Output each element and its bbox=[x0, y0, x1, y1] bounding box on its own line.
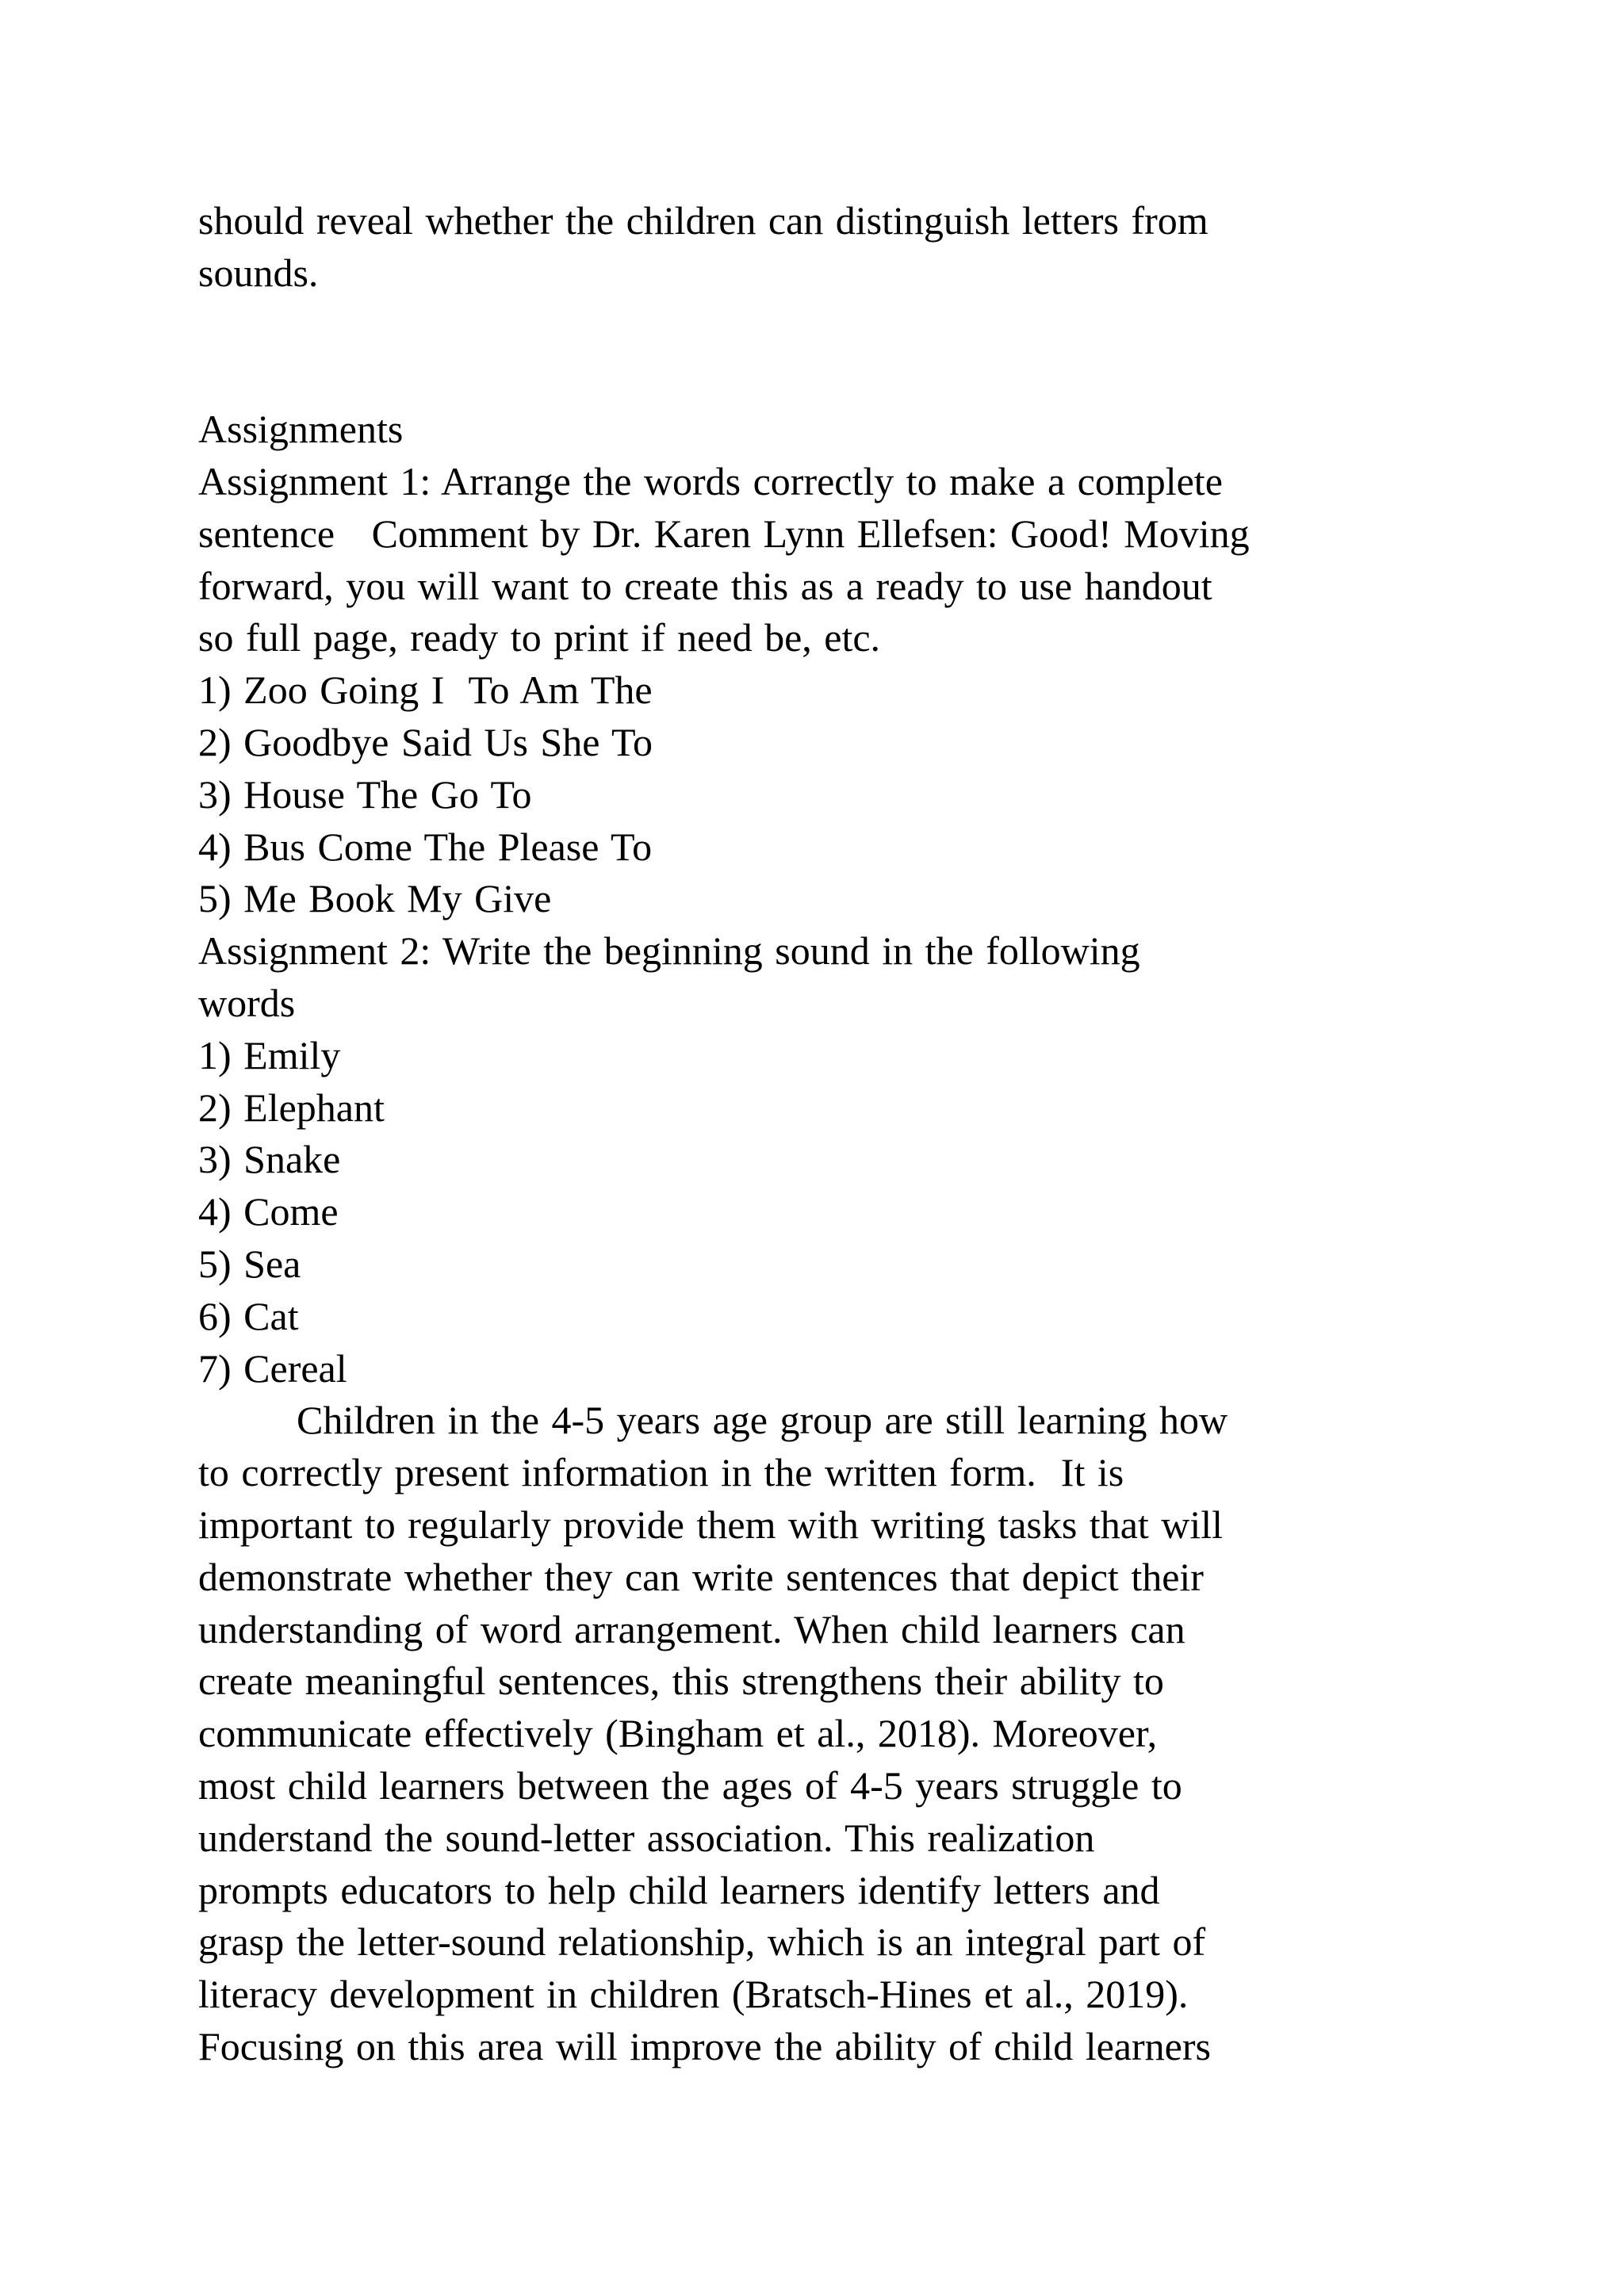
assignment1-item: 3) House The Go To bbox=[198, 771, 532, 817]
intro-line: sounds. bbox=[198, 250, 319, 295]
paragraph-line: important to regularly provide them with writing tasks that will bbox=[198, 1502, 1224, 1547]
paragraph-line: most child learners between the ages of 4-5 years struggle to bbox=[198, 1762, 1182, 1808]
paragraph-line: Focusing on this area will improve the ability of child learners bbox=[198, 2023, 1211, 2068]
assignment1-comment-line: forward, you will want to create this as a ready to use handout bbox=[198, 563, 1212, 608]
assignment2-item: 7) Cereal bbox=[198, 1345, 347, 1391]
section-heading: Assignments bbox=[198, 407, 404, 452]
paragraph-line: grasp the letter-sound relationship, which is an integral part of bbox=[198, 1919, 1206, 1965]
assignment1-item: 5) Me Book My Give bbox=[198, 876, 552, 921]
assignment1-item: 2) Goodbye Said Us She To bbox=[198, 719, 653, 764]
assignment2-instruction-line: words bbox=[198, 980, 296, 1025]
paragraph-line: literacy development in children (Bratsch-Hines et al., 2019). bbox=[198, 1972, 1189, 2017]
assignment2-item: 3) Snake bbox=[198, 1137, 341, 1182]
intro-line: should reveal whether the children can distinguish letters from bbox=[198, 198, 1208, 243]
paragraph-line: understand the sound-letter association. This realization bbox=[198, 1815, 1095, 1860]
paragraph-line: Children in the 4-5 years age group are still learning how bbox=[297, 1398, 1228, 1443]
paragraph-line: prompts educators to help child learners identify letters and bbox=[198, 1867, 1160, 1912]
paragraph-line: understanding of word arrangement. When child learners can bbox=[198, 1606, 1185, 1651]
document-body bbox=[198, 195, 1435, 2073]
assignment2-item: 2) Elephant bbox=[198, 1085, 385, 1130]
paragraph-line: to correctly present information in the written form. It is bbox=[198, 1450, 1124, 1495]
paragraph-line: demonstrate whether they can write sentences that depict their bbox=[198, 1554, 1204, 1599]
assignment2-instruction-line: Assignment 2: Write the beginning sound in the following bbox=[198, 928, 1140, 974]
assignment2-item: 6) Cat bbox=[198, 1293, 299, 1338]
assignment2-item: 5) Sea bbox=[198, 1241, 301, 1286]
paragraph-line: communicate effectively (Bingham et al., 2018). Moreover, bbox=[198, 1711, 1158, 1756]
paragraph-line: create meaningful sentences, this strengthens their ability to bbox=[198, 1659, 1164, 1704]
assignment1-item: 1) Zoo Going I To Am The bbox=[198, 668, 653, 713]
section-spacer bbox=[198, 300, 1435, 404]
assignment1-item: 4) Bus Come The Please To bbox=[198, 824, 653, 869]
assignment1-instruction-line: Assignment 1: Arrange the words correctly to make a complete bbox=[198, 458, 1223, 503]
assignment1-comment-line: so full page, ready to print if need be, etc. bbox=[198, 615, 881, 660]
assignment2-item: 1) Emily bbox=[198, 1032, 341, 1077]
assignment2-item: 4) Come bbox=[198, 1189, 339, 1234]
assignment1-comment-line: sentence Comment by Dr. Karen Lynn Ellefsen: Good! Moving bbox=[198, 511, 1250, 556]
